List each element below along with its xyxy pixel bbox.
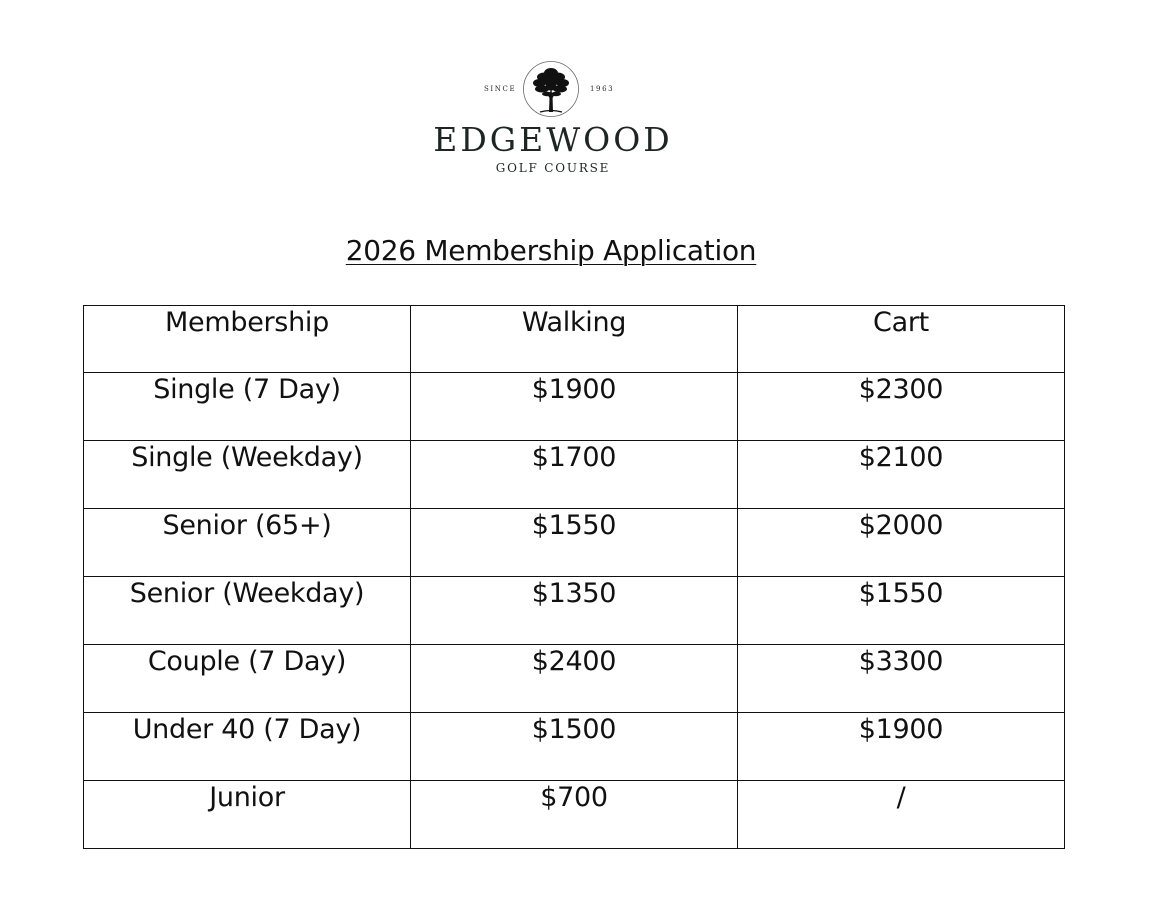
table-row bbox=[84, 373, 1065, 441]
oak-tree-icon bbox=[522, 60, 580, 118]
walking-price-cell: $1700 bbox=[411, 441, 738, 509]
walking-price-cell: $2400 bbox=[411, 645, 738, 713]
membership-rates-table bbox=[83, 305, 1065, 849]
edgewood-logo bbox=[0, 58, 1150, 183]
walking-price-cell: $1500 bbox=[411, 713, 738, 781]
cart-price-cell: / bbox=[738, 781, 1065, 849]
membership-cell: Junior bbox=[84, 781, 411, 849]
table-row bbox=[84, 577, 1065, 645]
cart-price-cell: $1900 bbox=[738, 713, 1065, 781]
cart-price-cell: $2000 bbox=[738, 509, 1065, 577]
membership-cell: Senior (65+) bbox=[84, 509, 411, 577]
table-row bbox=[84, 509, 1065, 577]
table-header-row bbox=[84, 306, 1065, 373]
membership-cell: Senior (Weekday) bbox=[84, 577, 411, 645]
logo-since-text: SINCE bbox=[484, 85, 517, 93]
table-row bbox=[84, 645, 1065, 713]
cart-price-cell: $1550 bbox=[738, 577, 1065, 645]
column-header-walking: Walking bbox=[411, 306, 738, 373]
cart-price-cell: $2300 bbox=[738, 373, 1065, 441]
cart-price-cell: $2100 bbox=[738, 441, 1065, 509]
column-header-cart: Cart bbox=[738, 306, 1065, 373]
page-title: 2026 Membership Application bbox=[345, 234, 757, 267]
table-row bbox=[84, 441, 1065, 509]
membership-cell: Under 40 (7 Day) bbox=[84, 713, 411, 781]
walking-price-cell: $1350 bbox=[411, 577, 738, 645]
logo-brand-name: EDGEWOOD bbox=[433, 120, 673, 159]
membership-cell: Single (7 Day) bbox=[84, 373, 411, 441]
membership-cell: Single (Weekday) bbox=[84, 441, 411, 509]
walking-price-cell: $700 bbox=[411, 781, 738, 849]
logo-brand-subtitle: GOLF COURSE bbox=[495, 161, 611, 175]
cart-price-cell: $3300 bbox=[738, 645, 1065, 713]
column-header-membership: Membership bbox=[84, 306, 411, 373]
logo-year-text: 1963 bbox=[590, 85, 615, 93]
table-row bbox=[84, 781, 1065, 849]
table-row bbox=[84, 713, 1065, 781]
walking-price-cell: $1900 bbox=[411, 373, 738, 441]
membership-cell: Couple (7 Day) bbox=[84, 645, 411, 713]
walking-price-cell: $1550 bbox=[411, 509, 738, 577]
logo-seal-row bbox=[0, 58, 1106, 122]
